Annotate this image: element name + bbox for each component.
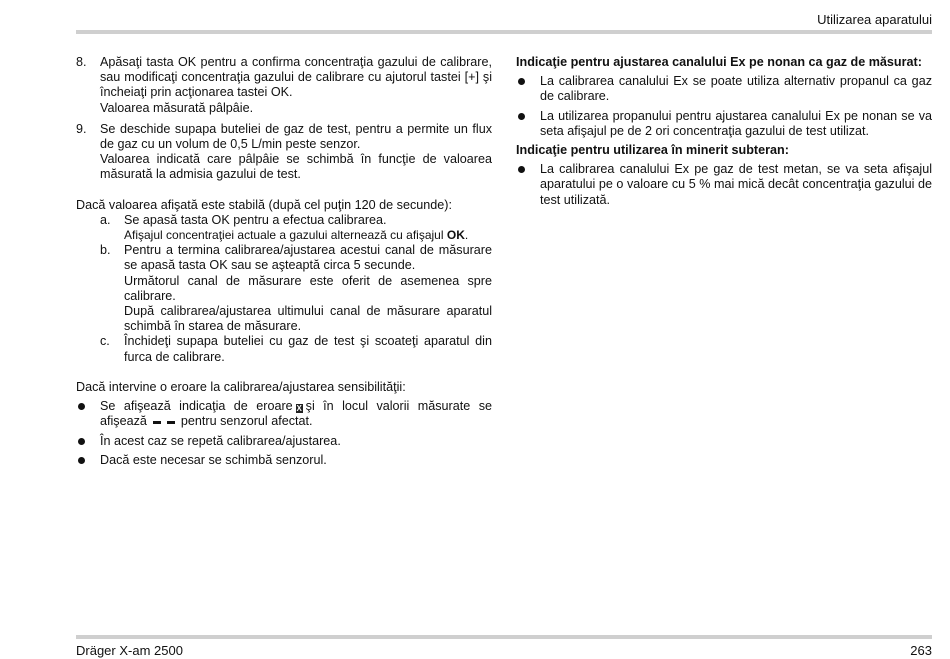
footer-page-number: 263 xyxy=(910,643,932,658)
footer-rule xyxy=(76,635,932,639)
sub-step-b-note-1: Următorul canal de măsurare este oferit de asemenea spre calibrare. xyxy=(124,273,492,303)
mining-note-heading: Indicaţie pentru utilizarea în minerit subteran: xyxy=(516,143,789,158)
step-9-number: 9. xyxy=(76,121,87,136)
right-column xyxy=(516,55,932,212)
spacer xyxy=(76,365,492,380)
bullet-dot-icon xyxy=(78,457,85,464)
sub-step-a-note: Afişajul concentraţiei actuale a gazului alternează cu afişajul OK. xyxy=(124,228,469,243)
error-bullet-2: În acest caz se repetă calibrarea/ajustarea. xyxy=(76,434,492,449)
sub-step-a-letter: a. xyxy=(100,212,111,227)
sub-step-c xyxy=(76,334,492,364)
sub-step-a-text: Se apasă tasta OK pentru a efectua calibrarea. xyxy=(124,212,387,227)
bullet-dot-icon xyxy=(518,113,525,120)
sub-step-a xyxy=(76,213,492,243)
sub-step-b-letter: b. xyxy=(100,243,111,258)
step-9 xyxy=(76,122,492,183)
step-9-note: Valoarea indicată care pâlpâie se schimbă în funcţie de valoarea măsurată la admisia gazului de test. xyxy=(100,152,492,182)
bullet-dot-icon xyxy=(518,78,525,85)
nonan-bullet-2: La utilizarea propanului pentru ajustarea canalului Ex pe nonan se va seta afişajul pe de 2 ori concentraţia gazului de test utilizat. xyxy=(516,109,932,139)
sub-step-b-text: Pentru a termina calibrarea/ajustarea acestui canal de măsurare se apasă tasta OK sau se aşteaptă circa 5 secunde. xyxy=(124,243,492,273)
bullet-dot-icon xyxy=(78,403,85,410)
dash-dash-icon xyxy=(150,414,178,429)
step-8-note: Valoarea măsurată pâlpâie. xyxy=(100,100,254,115)
step-9-text: Se deschide supapa buteliei de gaz de test, pentru a permite un flux de gaz cu un volum de 0,5 L/min peste senzor. xyxy=(100,121,492,152)
bullet-dot-icon xyxy=(518,166,525,173)
step-8-text: Apăsaţi tasta OK pentru a confirma concentraţia gazului de calibrare, sau modificaţi concentraţia gazului de calibrare cu ajutorul tastei [+] şi încheiaţi prin acţionarea tastei OK. xyxy=(100,55,492,100)
nonan-note-heading: Indicaţie pentru ajustarea canalului Ex pe nonan ca gaz de măsurat: xyxy=(516,55,922,69)
error-intro: Dacă intervine o eroare la calibrarea/ajustarea sensibilităţii: xyxy=(76,379,406,394)
header-rule xyxy=(76,30,932,34)
page-header-title: Utilizarea aparatului xyxy=(817,12,932,27)
error-bullet-1: Se afişează indicaţia de eroare X şi în locul valorii măsurate se afişează pentru senzorul afectat. xyxy=(76,399,492,429)
mining-bullet-1: La calibrarea canalului Ex pe gaz de test metan, se va seta afişajul aparatului pe o valoare cu 5 % mai mică decât concentraţia gazului de test utilizată. xyxy=(516,162,932,208)
sub-step-c-text: Închideţi supapa buteliei cu gaz de test şi scoateţi aparatul din furca de calibrare. xyxy=(124,334,492,364)
bullet-dot-icon xyxy=(78,438,85,445)
error-bullet-3: Dacă este necesar se schimbă senzorul. xyxy=(76,453,492,468)
error-indicator-icon: X xyxy=(296,404,302,414)
footer-product-name: Dräger X-am 2500 xyxy=(76,643,183,658)
step-8-number: 8. xyxy=(76,55,87,69)
left-column xyxy=(76,55,492,472)
ok-label: OK xyxy=(446,228,465,243)
spacer xyxy=(76,183,492,198)
sub-step-b xyxy=(76,243,492,334)
stable-intro: Dacă valoarea afişată este stabilă (după cel puţin 120 de secunde): xyxy=(76,197,452,212)
sub-step-c-letter: c. xyxy=(100,334,110,349)
sub-step-b-note-2: După calibrarea/ajustarea ultimului canal de măsurare aparatul schimbă în starea de măsurare. xyxy=(124,304,492,334)
step-8 xyxy=(76,55,492,116)
nonan-bullet-1: La calibrarea canalului Ex se poate utiliza alternativ propanul ca gaz de calibrare. xyxy=(516,74,932,104)
